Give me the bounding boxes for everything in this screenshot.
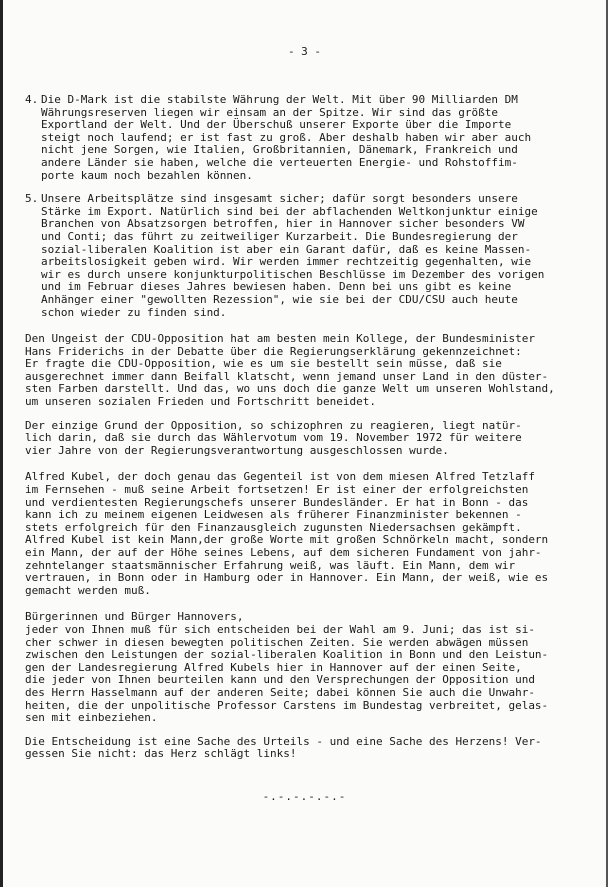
text-line: Er fragte die CDU-Opposition, wie es um sie bestellt sein müsse, daß sie <box>25 357 502 371</box>
text-line: nicht jene Sorgen, wie Italien, Großbritannien, Dänemark, Frankreich und <box>41 143 518 157</box>
text-line: gessen Sie nicht: das Herz schlägt links! <box>25 747 297 761</box>
numbered-point-4 <box>25 94 580 182</box>
text-line: sozial-liberalen Koalition ist aber ein Garant dafür, daß es keine Massen- <box>41 242 532 256</box>
text-line: vier Jahre von der Regierungsverantwortung ausgeschlossen wurde. <box>25 443 449 457</box>
point-text <box>41 193 544 319</box>
text-line: sten Farben darstellt. Und das, wo uns doch die ganze Welt um unseren Wohlstand, <box>25 382 555 396</box>
text-line: Stärke im Export. Natürlich sind bei der abflachenden Weltkonjunktur einige <box>41 204 538 218</box>
point-number: 5. <box>25 192 39 206</box>
text-line: die jeder von Ihnen beurteilen kann und den Versprechungen der Opposition und <box>25 673 535 687</box>
text-line: andere Länder sie haben, welche die verteuerten Energie- und Rohstoffim- <box>41 155 518 169</box>
text-line: arbeitslosigkeit geben wird. Wir werden immer rechtzeitig gegenhalten, wie <box>41 255 532 269</box>
text-line: im Fernsehen - muß seine Arbeit fortsetzen! Er ist einer der erfolgreichsten <box>25 483 529 497</box>
text-line: Die D-Mark ist die stabilste Währung der Welt. Mit über 90 Milliarden DM <box>41 93 518 106</box>
point-number: 4. <box>25 93 39 106</box>
text-line: und Conti; das führt zu zeitweiliger Kurzarbeit. Die Bundesregierung der <box>41 229 518 243</box>
text-line: heiten, die der unpolitische Professor Carstens im Bundestag verbreitet, gelas- <box>25 698 549 712</box>
document-body <box>25 94 580 772</box>
text-line: lich darin, daß sie durch das Wählervotum vom 19. November 1972 für weitere <box>25 431 522 445</box>
closing-mark: -.-.-.-.-.- <box>262 790 347 803</box>
text-line: vertrauen, in Bonn oder in Hamburg oder in Hannover. Ein Mann, der weiß, wie es <box>25 571 549 585</box>
text-line: ein Mann, der auf der Höhe seines Lebens, auf dem sicheren Fundament von jahr- <box>25 546 542 559</box>
text-line: und im Februar dieses Jahres bewiesen haben. Denn bei uns gibt es keine <box>41 280 512 294</box>
text-line: Exportland der Welt. Und der Überschuß unserer Exporte über die Importe <box>41 118 512 132</box>
text-line: stets erfolgreich für den Finanzausgleich zugunsten Niedersachsen gekämpft. <box>25 520 522 534</box>
text-line: Die Entscheidung ist eine Sache des Urteils - und eine Sache des Herzens! Ver- <box>25 734 542 748</box>
text-line: Bürgerinnen und Bürger Hannovers, <box>25 610 244 624</box>
text-line: Unsere Arbeitsplätze sind insgesamt sicher; dafür sorgt besonders unsere <box>41 192 518 206</box>
paragraph-closing-appeal <box>25 736 580 761</box>
paragraph-citizens-address <box>25 611 580 724</box>
point-text <box>41 94 531 182</box>
text-line: Alfred Kubel, der doch genau das Gegenteil ist von dem miesen Alfred Tetzlaff <box>25 470 535 484</box>
text-line: Währungsreserven liegen wir einsam an der Spitze. Wir sind das größte <box>41 105 498 119</box>
text-line: cher schwer in diesen bewegten politischen Zeiten. Sie werden abwägen müssen <box>25 635 529 649</box>
text-line: Der einzige Grund der Opposition, so schizophren zu reagieren, liegt natür- <box>25 418 522 432</box>
text-line: ausgerechnet immer dann Beifall klatscht, wenn jemand unser Land in den düster- <box>25 369 549 383</box>
paragraph-cdu-opposition <box>25 333 580 409</box>
text-line: zehntelanger staatsmännischer Erfahrung weiß, was läuft. Ein Mann, dem wir <box>25 558 516 572</box>
text-line: und verdientesten Regierungschefs unserer Bundesländer. Er hat in Bonn - das <box>25 495 529 509</box>
page-number: - 3 - <box>287 45 322 58</box>
text-line: Den Ungeist der CDU-Opposition hat am besten mein Kollege, der Bundesminister <box>25 332 535 346</box>
text-line: gemacht werden muß. <box>25 583 151 597</box>
text-line: jeder von Ihnen muß für sich entscheiden bei der Wahl am 9. Juni; das ist si- <box>25 622 535 636</box>
text-line: des Herrn Hasselmann auf der anderen Seite; dabei können Sie auch die Unwahr- <box>25 685 535 699</box>
text-line: um unseren sozialen Frieden und Fortschritt beneidet. <box>25 395 376 409</box>
text-line: Branchen von Absatzsorgen betroffen, hier in Hannover sicher besonders VW <box>41 217 525 231</box>
text-line: sen mit einbeziehen. <box>25 711 158 725</box>
text-line: Hans Friderichs in der Debatte über die Regierungserklärung gekennzeichnet: <box>25 344 522 358</box>
text-line: schon wieder zu finden sind. <box>41 305 227 319</box>
text-line: Anhänger einer "gewollten Rezession", wie sie bei der CDU/CSU auch heute <box>41 292 518 306</box>
numbered-point-5 <box>25 193 580 319</box>
text-line: Alfred Kubel ist kein Mann,der große Worte mit großen Schnörkeln macht, sondern <box>25 533 549 547</box>
text-line: wir es durch unsere konjunkturpolitischen Beschlüsse im Dezember des vorigen <box>41 267 545 281</box>
text-line: zwischen den Leistungen der sozial-liberalen Koalition in Bonn und den Leistun- <box>25 648 549 662</box>
text-line: kann ich zu meinem eigenen Leidwesen als früherer Finanzminister bekennen - <box>25 508 522 522</box>
text-line: steigt noch laufend; er ist fast zu groß. Aber deshalb haben wir aber auch <box>41 130 532 144</box>
text-line: porte kaum noch bezahlen können. <box>41 168 253 182</box>
paragraph-alfred-kubel <box>25 471 580 597</box>
text-line: gen der Landesregierung Alfred Kubels hier in Hannover auf der einen Seite, <box>25 660 522 674</box>
paragraph-opposition-reason <box>25 420 580 458</box>
